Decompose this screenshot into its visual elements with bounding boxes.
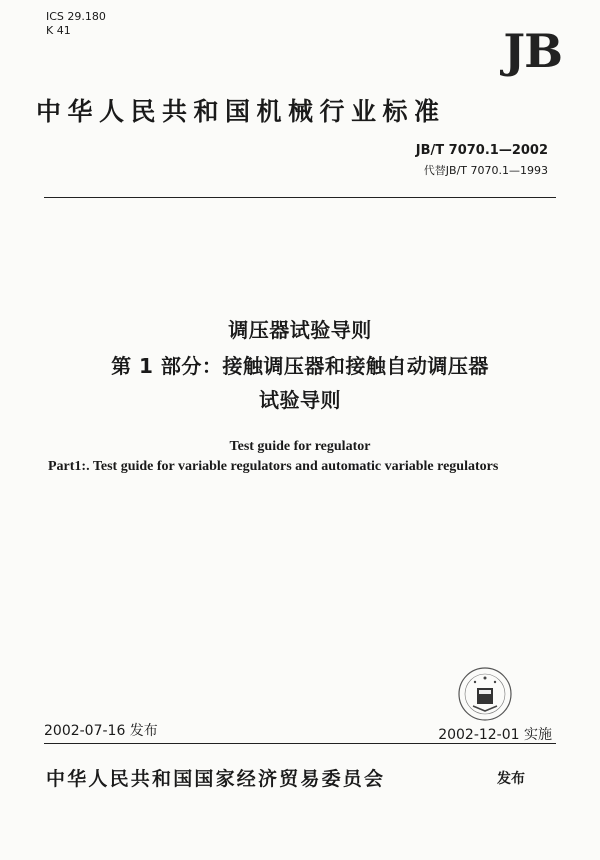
title-line-2: 第 1 部分：接触调压器和接触自动调压器	[111, 354, 489, 378]
ics-code: ICS 29.180	[46, 10, 106, 23]
english-title-line-2: Part1:. Test guide for variable regulators and automatic variable regulators	[48, 459, 499, 474]
issue-label: 发布	[497, 771, 525, 787]
organization-title: 中华人民共和国机械行业标准	[36, 97, 446, 126]
jb-logo: JB	[503, 24, 562, 78]
title-line-1: 调压器试验导则	[228, 318, 372, 342]
title-line-3: 试验导则	[259, 388, 341, 412]
bottom-divider	[44, 743, 556, 744]
top-divider	[44, 197, 556, 198]
standard-code: JB/T 7070.1—2002	[415, 143, 548, 158]
publish-date: 2002-07-16 发布	[44, 723, 158, 739]
certification-seal-icon	[455, 664, 515, 724]
classification-code: K 41	[46, 24, 71, 37]
issuing-authority: 中华人民共和国国家经济贸易委员会	[46, 768, 386, 790]
replaces-code: 代替JB/T 7070.1—1993	[423, 164, 548, 177]
effective-date: 2002-12-01 实施	[438, 727, 552, 743]
english-title-line-1: Test guide for regulator	[229, 439, 371, 454]
